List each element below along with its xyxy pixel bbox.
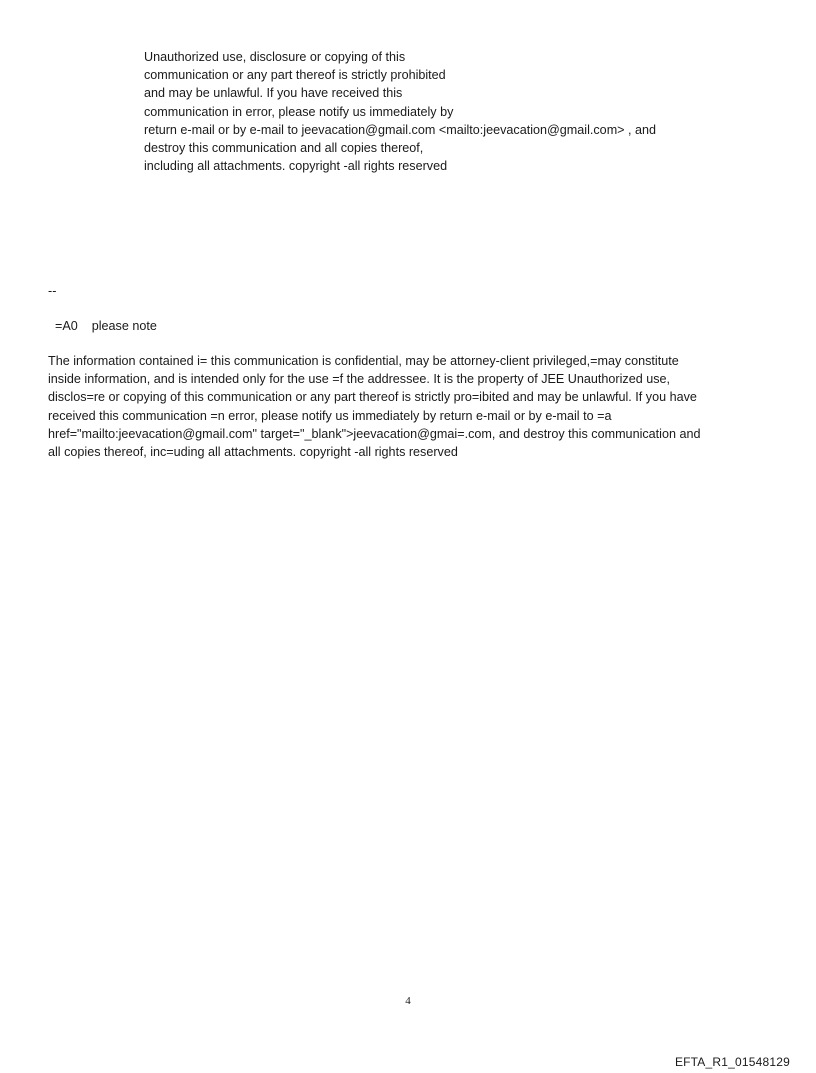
- quoted-disclaimer: [144, 48, 764, 175]
- document-id: EFTA_R1_01548129: [674, 1055, 790, 1069]
- confidentiality-notice-line: inside information, and is intended only for the use =f the addressee. It is the property of JEE Unauthorized use,: [48, 372, 671, 387]
- confidentiality-notice: [48, 352, 776, 461]
- confidentiality-notice-line: disclos=re or copying of this communication or any part thereof is strictly pro=ibited and may be unlawful. If you have: [48, 390, 697, 405]
- quoted-disclaimer-line: destroy this communication and all copies thereof,: [144, 141, 424, 156]
- confidentiality-notice-line: received this communication =n error, please notify us immediately by return e-mail or by e-mail to =a: [48, 408, 612, 423]
- page-number: 4: [405, 995, 411, 1007]
- quoted-disclaimer-line: Unauthorized use, disclosure or copying of this: [144, 50, 406, 64]
- quoted-disclaimer-line: communication in error, please notify us immediately by: [144, 104, 454, 119]
- quoted-disclaimer-line: return e-mail or by e-mail to jeevacation@gmail.com <mailto:jeevacation@gmail.com> , and: [144, 122, 657, 137]
- signature-separator: --: [48, 284, 57, 298]
- quoted-disclaimer-line: including all attachments. copyright -all rights reserved: [144, 159, 448, 174]
- confidentiality-notice-line: The information contained i= this communication is confidential, may be attorney-client privileged,=may constitute: [48, 354, 679, 368]
- please-note-line: =A0 please note: [48, 319, 157, 333]
- quoted-disclaimer-line: communication or any part thereof is strictly prohibited: [144, 68, 446, 83]
- quoted-disclaimer-line: and may be unlawful. If you have received this: [144, 86, 403, 101]
- confidentiality-notice-line: href="mailto:jeevacation@gmail.com" target="_blank">jeevacation@gmai=.com, and destroy this communication and: [48, 426, 701, 441]
- confidentiality-notice-line: all copies thereof, inc=uding all attachments. copyright -all rights reserved: [48, 445, 458, 460]
